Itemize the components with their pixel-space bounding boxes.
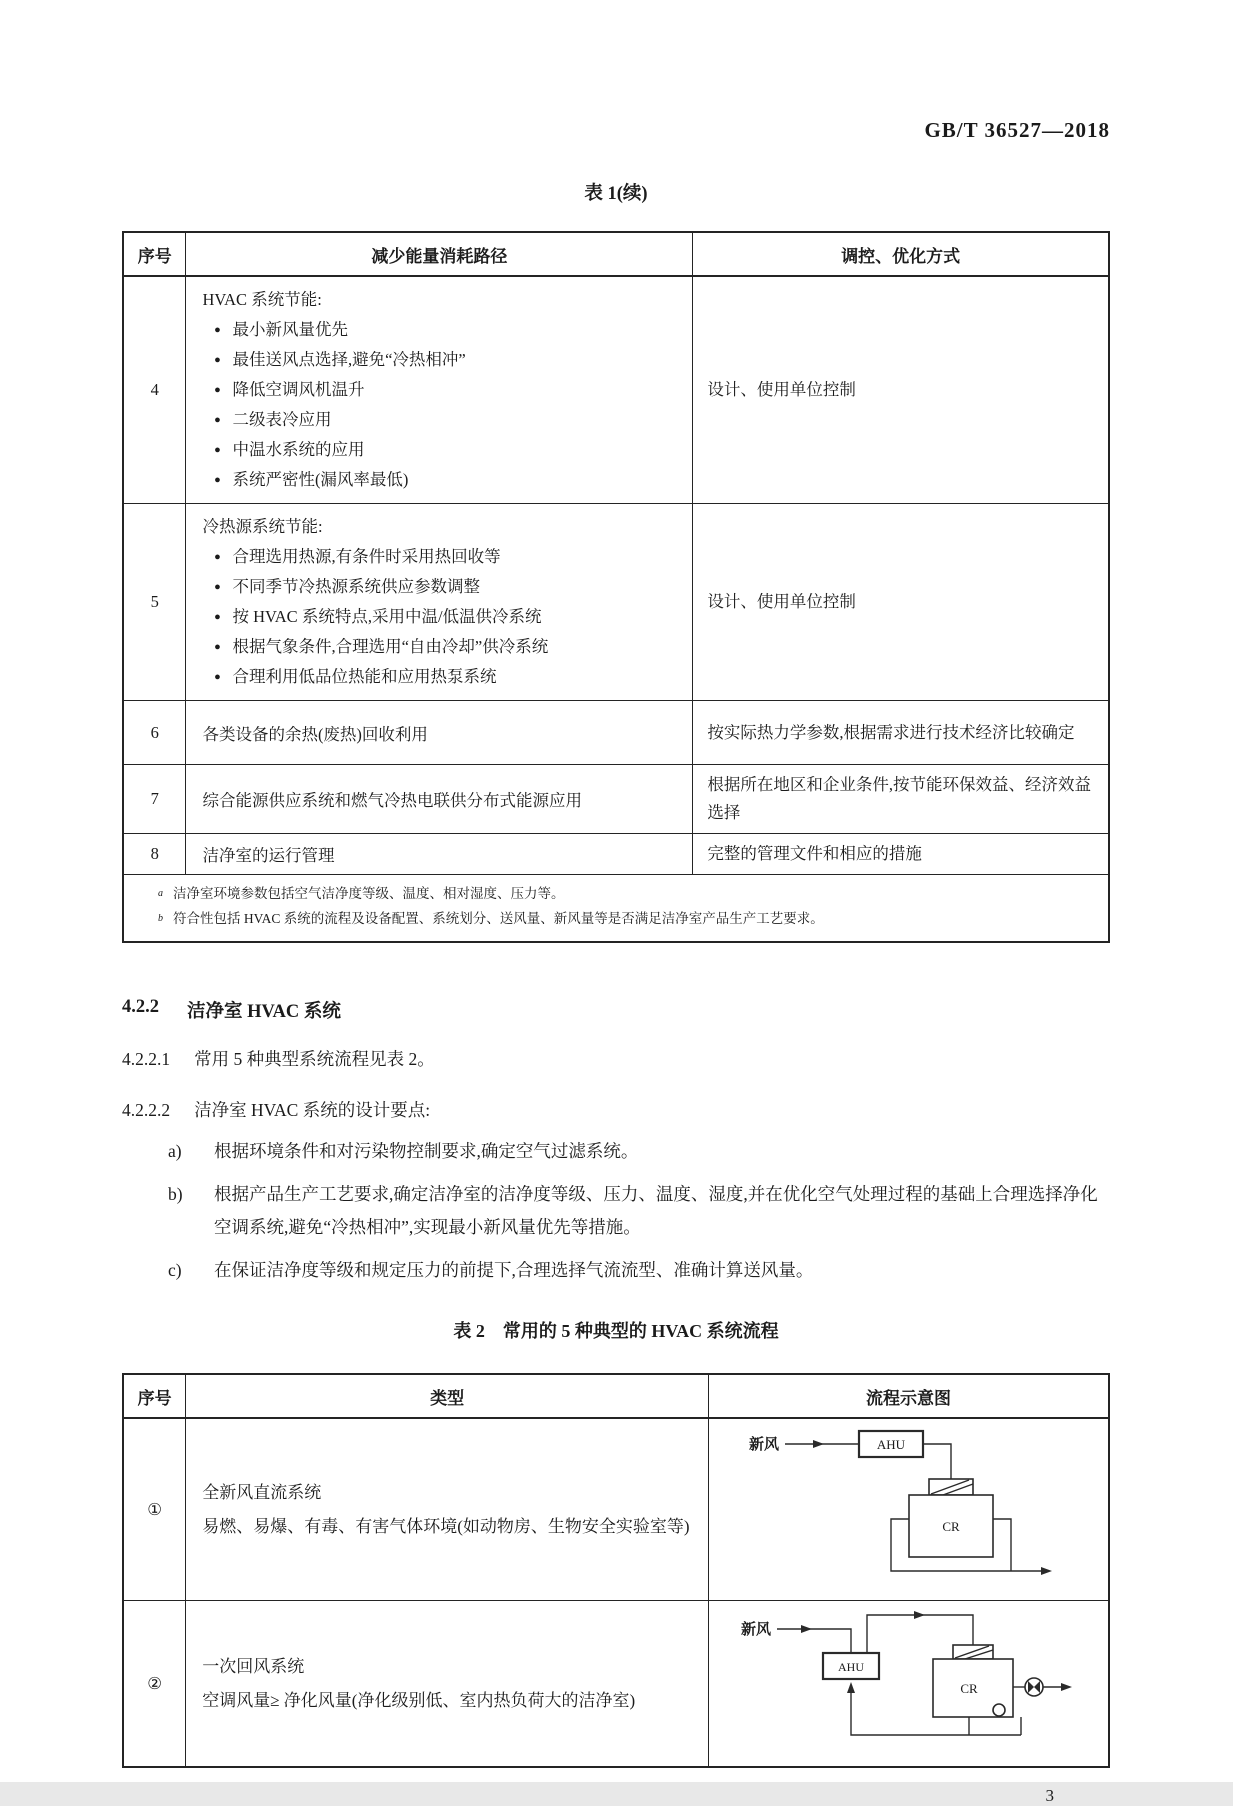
row4-path-title: HVAC 系统节能: — [202, 290, 322, 309]
bullet-text: 按 HVAC 系统特点,采用中温/低温供冷系统 — [232, 607, 542, 626]
ahu-label: AHU — [876, 1437, 906, 1452]
cleanroom-label: CR — [942, 1519, 960, 1534]
list-item — [202, 345, 686, 375]
bullet-icon: ● — [214, 354, 221, 366]
table2-header-row — [123, 1374, 1109, 1418]
page-content — [122, 0, 1110, 1806]
table-row — [123, 276, 1109, 504]
page-number: 3 — [1045, 1786, 1054, 1805]
table1-header-row — [123, 232, 1109, 276]
arrow-icon — [1041, 1567, 1052, 1575]
table-row — [123, 1418, 1109, 1601]
table2-col-diagram: 流程示意图 — [708, 1374, 1109, 1418]
arrow-icon — [813, 1440, 824, 1448]
bullet-icon: ● — [214, 444, 221, 456]
bullet-icon: ● — [214, 641, 221, 653]
list-item — [202, 602, 686, 632]
bullet-text: 最佳送风点选择,避免“冷热相冲” — [232, 350, 466, 369]
bullet-text: 不同季节冷热源系统供应参数调整 — [232, 577, 480, 596]
bullet-icon: ● — [214, 414, 221, 426]
table-row — [123, 834, 1109, 875]
t2row2-no: ② — [123, 1601, 186, 1768]
arrow-icon — [1061, 1683, 1072, 1691]
row6-no: 6 — [123, 701, 186, 765]
t2row1-diagram-cell — [708, 1418, 1109, 1601]
section-heading-text: 洁净室 HVAC 系统 — [187, 1002, 341, 1022]
table2-col-type: 类型 — [186, 1374, 709, 1418]
section-heading-number: 4.2.2 — [122, 997, 159, 1017]
row4-path — [186, 276, 693, 504]
bullet-icon: ● — [214, 384, 221, 396]
design-point-a-text: 根据环境条件和对污染物控制要求,确定空气过滤系统。 — [214, 1141, 639, 1161]
footnote-a-text: 洁净室环境参数包括空气洁净度等级、温度、相对湿度、压力等。 — [173, 886, 565, 901]
list-item — [202, 405, 686, 435]
table1 — [122, 231, 1110, 943]
list-item — [202, 375, 686, 405]
row4-control: 设计、使用单位控制 — [693, 276, 1109, 504]
t2row2-type-line1: 一次回风系统 — [202, 1656, 305, 1676]
table1-footnotes — [123, 875, 1109, 943]
row7-no: 7 — [123, 765, 186, 834]
table-row — [123, 504, 1109, 701]
row5-control: 设计、使用单位控制 — [693, 504, 1109, 701]
table-row — [123, 1601, 1109, 1768]
t2row1-type-line1: 全新风直流系统 — [202, 1482, 322, 1502]
list-item — [202, 315, 686, 345]
list-item — [202, 465, 686, 495]
clause-4221 — [122, 1044, 1110, 1074]
row4-bullet-list — [202, 315, 686, 495]
design-point-b-label: b) — [168, 1184, 183, 1204]
design-point-a — [122, 1135, 1110, 1168]
bullet-text: 降低空调风机温升 — [232, 380, 365, 399]
cleanroom-label: CR — [960, 1681, 978, 1696]
footnote-a — [158, 881, 1092, 906]
table1-col-control: 调控、优化方式 — [693, 232, 1109, 276]
clause-4222 — [122, 1095, 1110, 1125]
row5-no: 5 — [123, 504, 186, 701]
row5-bullet-list — [202, 542, 686, 692]
table1-col-path: 减少能量消耗路径 — [186, 232, 693, 276]
row6-path: 各类设备的余热(废热)回收利用 — [186, 701, 693, 765]
bullet-icon: ● — [214, 611, 221, 623]
table1-title: 表 1(续) — [584, 184, 648, 204]
table-row — [123, 701, 1109, 765]
t2row2-type — [186, 1601, 709, 1768]
row5-path-title: 冷热源系统节能: — [202, 517, 323, 536]
ahu-label: AHU — [837, 1660, 864, 1674]
bullet-text: 中温水系统的应用 — [232, 440, 365, 459]
bullet-icon: ● — [214, 324, 221, 336]
list-item — [202, 542, 686, 572]
section-heading — [122, 997, 1110, 1023]
bullet-icon: ● — [214, 551, 221, 563]
standard-code: GB/T 36527—2018 — [924, 118, 1110, 142]
bullet-text: 系统严密性(漏风率最低) — [232, 470, 409, 489]
fresh-air-label: 新风 — [748, 1437, 779, 1453]
flow-diagram-primary-return-air — [711, 1603, 1106, 1759]
arrow-icon — [801, 1625, 812, 1633]
bullet-text: 合理利用低品位热能和应用热泵系统 — [232, 667, 497, 686]
bullet-text: 二级表冷应用 — [232, 410, 332, 429]
arrow-icon — [847, 1682, 855, 1693]
design-point-a-label: a) — [168, 1141, 182, 1161]
design-point-c — [122, 1254, 1110, 1287]
table1-footnote-row — [123, 875, 1109, 943]
flow-diagram-full-fresh-air — [711, 1421, 1106, 1593]
list-item — [202, 572, 686, 602]
bullet-text: 根据气象条件,合理选用“自由冷却”供冷系统 — [232, 637, 549, 656]
row6-control: 按实际热力学参数,根据需求进行技术经济比较确定 — [693, 701, 1109, 765]
duct-line — [777, 1629, 851, 1653]
list-item — [202, 435, 686, 465]
fresh-air-label: 新风 — [740, 1622, 771, 1638]
row7-path: 综合能源供应系统和燃气冷热电联供分布式能源应用 — [186, 765, 693, 834]
design-point-c-text: 在保证洁净度等级和规定压力的前提下,合理选择气流流型、准确计算送风量。 — [214, 1260, 814, 1280]
table2 — [122, 1373, 1110, 1768]
row7-control: 根据所在地区和企业条件,按节能环保效益、经济效益选择 — [693, 765, 1109, 834]
design-point-b-text: 根据产品生产工艺要求,确定洁净室的洁净度等级、压力、温度、湿度,并在优化空气处理过程的基础上合理选择净化空调系统,避免“冷热相冲”,实现最小新风量优先等措施。 — [214, 1184, 1098, 1237]
footnote-b — [158, 906, 1092, 931]
t2row1-type — [186, 1418, 709, 1601]
clause-4222-number: 4.2.2.2 — [122, 1100, 171, 1120]
list-item — [202, 662, 686, 692]
bullet-icon: ● — [214, 671, 221, 683]
table-row — [123, 765, 1109, 834]
bullet-icon: ● — [214, 581, 221, 593]
table2-title: 表 2 常用的 5 种典型的 HVAC 系统流程 — [453, 1321, 779, 1341]
design-point-c-label: c) — [168, 1260, 182, 1280]
footnote-a-marker: a — [158, 888, 163, 899]
row5-path — [186, 504, 693, 701]
t2row1-type-line2: 易燃、易爆、有毒、有害气体环境(如动物房、生物安全实验室等) — [202, 1516, 690, 1536]
damper-icon — [993, 1704, 1005, 1716]
design-point-b — [122, 1178, 1110, 1244]
bullet-text: 合理选用热源,有条件时采用热回收等 — [232, 547, 501, 566]
bullet-icon: ● — [214, 474, 221, 486]
row4-no: 4 — [123, 276, 186, 504]
t2row1-no: ① — [123, 1418, 186, 1601]
t2row2-diagram-cell — [708, 1601, 1109, 1768]
table2-col-seq: 序号 — [123, 1374, 186, 1418]
row8-no: 8 — [123, 834, 186, 875]
arrow-icon — [914, 1611, 925, 1619]
t2row2-type-line2: 空调风量≥ 净化风量(净化级别低、室内热负荷大的洁净室) — [202, 1690, 636, 1710]
row8-path: 洁净室的运行管理 — [186, 834, 693, 875]
footnote-b-marker: b — [158, 913, 163, 924]
table1-col-seq: 序号 — [123, 232, 186, 276]
list-item — [202, 632, 686, 662]
bullet-text: 最小新风量优先 — [232, 320, 348, 339]
duct-line — [923, 1444, 951, 1479]
footnote-b-text: 符合性包括 HVAC 系统的流程及设备配置、系统划分、送风量、新风量等是否满足洁净室产品生产工艺要求。 — [173, 911, 824, 926]
clause-4222-text: 洁净室 HVAC 系统的设计要点: — [194, 1100, 431, 1120]
clause-4221-number: 4.2.2.1 — [122, 1049, 171, 1069]
row8-control: 完整的管理文件和相应的措施 — [693, 834, 1109, 875]
clause-4221-text: 常用 5 种典型系统流程见表 2。 — [194, 1049, 435, 1069]
